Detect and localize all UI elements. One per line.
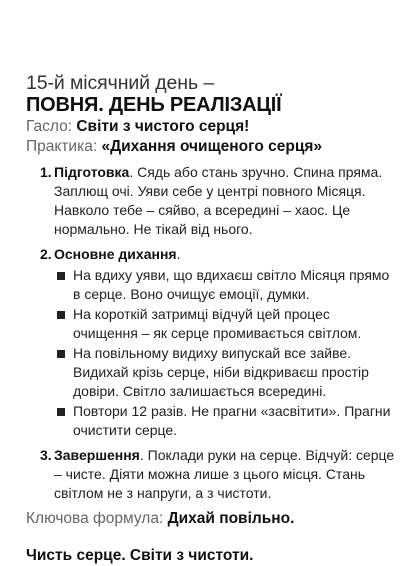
square-bullet-icon xyxy=(57,311,65,319)
step-preparation xyxy=(26,163,398,239)
step-text: . Поклади руки на серце. Відчуй: серце – чисте. Діяти можна лише з цього місця. Стань світлом не з напруги, а з чистоти. xyxy=(54,447,395,501)
step-number: 1. xyxy=(40,164,52,180)
document-page xyxy=(26,72,398,566)
breathing-sublist xyxy=(54,266,398,440)
lunar-day-line: 15-й місячний день – xyxy=(26,72,215,94)
list-item xyxy=(54,266,398,304)
practice-label: Практика: xyxy=(26,138,102,155)
list-item-text: На короткій затримці відчуй цей процес очищення – як серце промивається світлом. xyxy=(73,306,362,341)
step-number: 3. xyxy=(40,447,52,463)
formula-label: Ключова формула: xyxy=(26,510,168,527)
step-number: 2. xyxy=(40,246,52,262)
motto-value: Світи з чистого серця! xyxy=(76,118,250,135)
square-bullet-icon xyxy=(57,350,65,358)
list-item xyxy=(54,305,398,343)
step-title: Підготовка xyxy=(54,164,130,180)
formula-continuation: Чисть серце. Світи з чистоти. xyxy=(26,546,254,564)
step-text: . xyxy=(176,246,181,262)
list-item-text: На повільному видиху випускай все зайве. Видихай крізь серце, ніби відкриваєш простір довіри. Світло залишається всередині. xyxy=(73,345,369,399)
practice-value: «Дихання очищеного серця» xyxy=(101,138,323,155)
page-title: ПОВНЯ. ДЕНЬ РЕАЛІЗАЦІЇ xyxy=(26,94,282,116)
step-title: Завершення xyxy=(54,447,140,463)
list-item-text: Повтори 12 разів. Не прагни «засвітити». Прагни очистити серце. xyxy=(73,403,391,438)
list-item xyxy=(54,344,398,401)
square-bullet-icon xyxy=(57,408,65,416)
motto-line xyxy=(26,117,398,137)
step-text: . Сядь або стань зручно. Спина пряма. Заплющ очі. Уяви себе у центрі повного Місяця. Навколо тебе – сяйво, а всередині – хаос. Це нормально. Не тікай від нього. xyxy=(54,164,383,237)
square-bullet-icon xyxy=(57,272,65,280)
step-main-breathing xyxy=(26,245,398,440)
list-item-text: На вдиху уяви, що вдихаєш світло Місяця прямо в серце. Воно очищує емоції, думки. xyxy=(73,267,390,302)
steps-list xyxy=(26,163,398,503)
formula-value: Дихай повільно. xyxy=(167,510,295,527)
step-title: Основне дихання xyxy=(54,246,177,262)
motto-label: Гасло: xyxy=(26,118,77,135)
practice-line xyxy=(26,137,398,157)
key-formula-line xyxy=(26,509,398,529)
list-item xyxy=(54,402,398,440)
step-completion xyxy=(26,446,398,503)
